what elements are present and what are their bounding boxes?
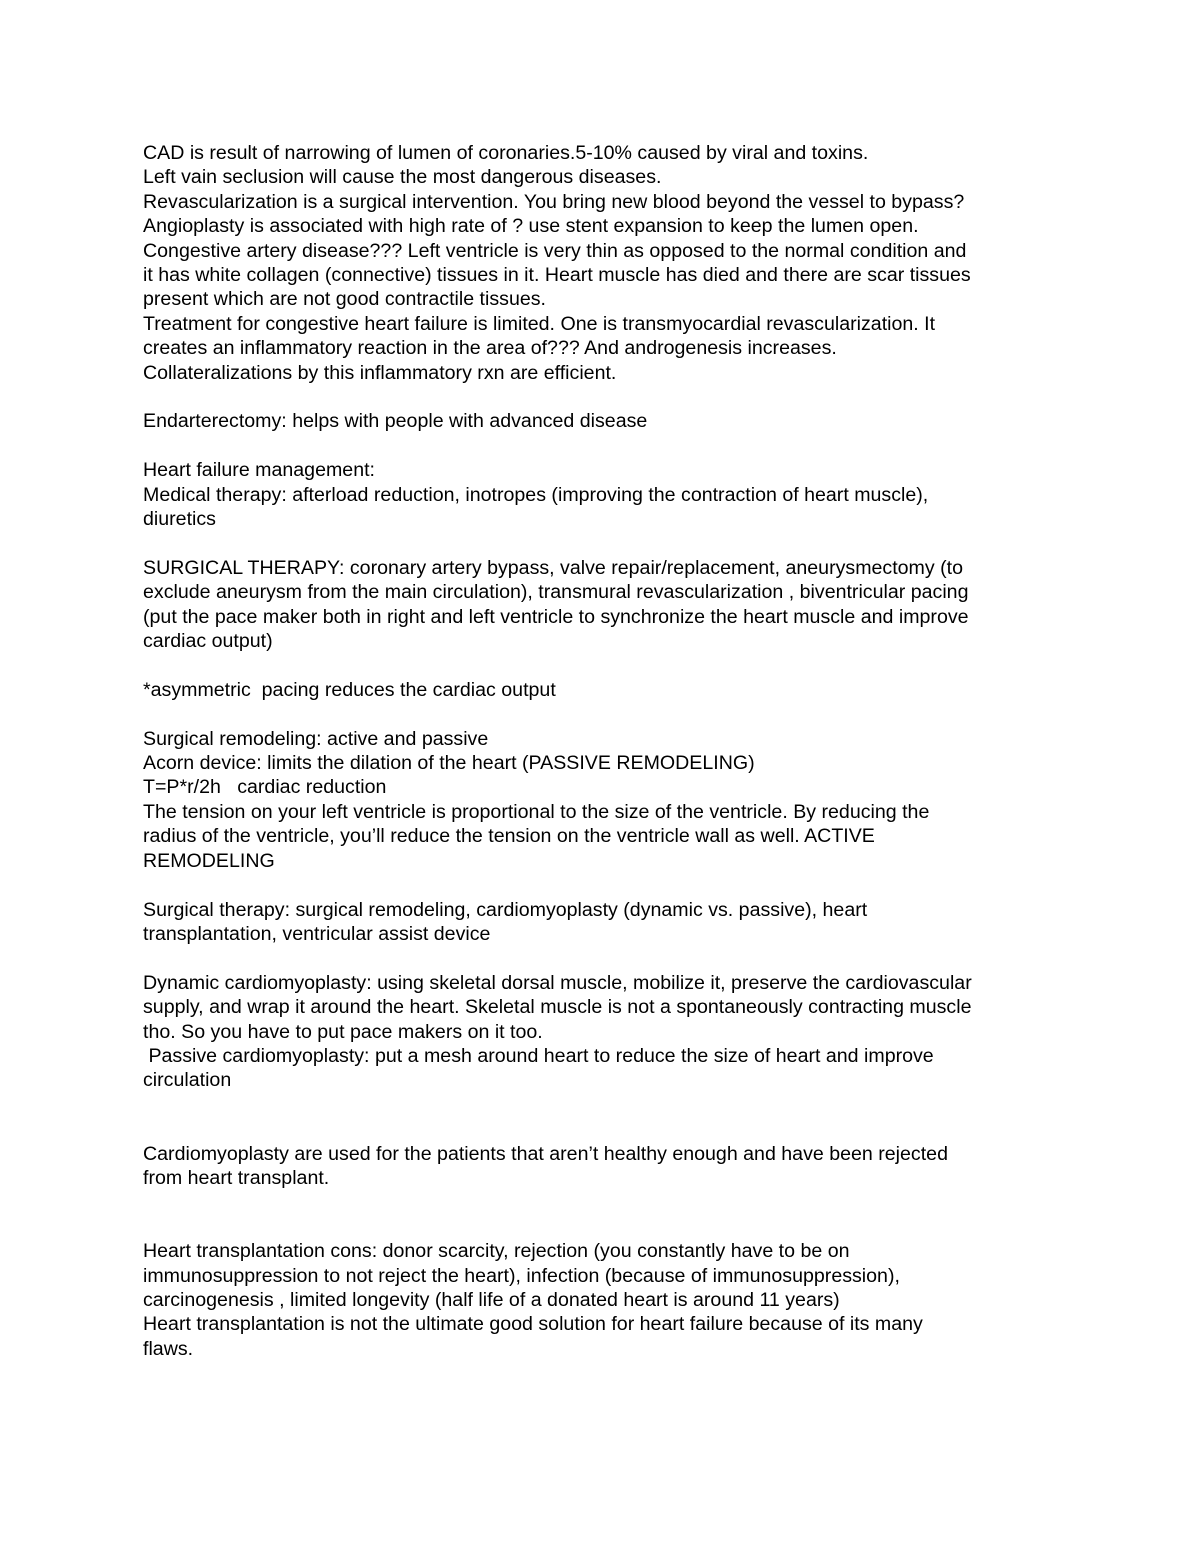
paragraph-spacer [143,873,1068,897]
text-line: REMODELING [143,849,275,872]
paragraph-spacer [143,653,1068,677]
text-line: Congestive artery disease??? Left ventricle is very thin as opposed to the normal condition and [143,239,967,262]
text-line: Angioplasty is associated with high rate of ? use stent expansion to keep the lumen open. [143,215,919,238]
paragraph-spacer [143,531,1068,555]
text-line: Surgical remodeling: active and passive [143,727,489,750]
text-line: supply, and wrap it around the heart. Skeletal muscle is not a spontaneously contracting muscle [143,996,972,1019]
text-line: Passive cardiomyoplasty: put a mesh around heart to reduce the size of heart and improve [143,1044,934,1067]
text-line: *asymmetric pacing reduces the cardiac output [143,678,556,701]
text-line: immunosuppression to not reject the heart), infection (because of immunosuppression), [143,1264,900,1287]
paragraph-spacer [143,434,1068,458]
text-line: from heart transplant. [143,1166,330,1189]
text-line: The tension on your left ventricle is proportional to the size of the ventricle. By reducing the [143,800,930,823]
text-line: Treatment for congestive heart failure is limited. One is transmyocardial revascularization. It [143,312,936,335]
text-line: present which are not good contractile tissues. [143,288,546,311]
text-line: radius of the ventricle, you’ll reduce the tension on the ventricle wall as well. ACTIVE [143,825,875,848]
paragraph-surgical-remodeling [143,727,1068,873]
text-line: carcinogenesis , limited longevity (half life of a donated heart is around 11 years) [143,1288,840,1311]
text-line: Left vain seclusion will cause the most dangerous diseases. [143,166,662,189]
text-line: tho. So you have to put pace makers on it too. [143,1020,543,1043]
text-line: Endarterectomy: helps with people with advanced disease [143,410,648,433]
text-line: (put the pace maker both in right and left ventricle to synchronize the heart muscle and improve [143,605,969,628]
paragraph-spacer [143,946,1068,970]
text-line: Heart transplantation is not the ultimate good solution for heart failure because of its many [143,1313,923,1336]
text-line: circulation [143,1069,232,1092]
text-line: Collateralizations by this inflammatory rxn are efficient. [143,361,617,384]
document-body [143,141,1068,1361]
text-line: CAD is result of narrowing of lumen of coronaries.5-10% caused by viral and toxins. [143,142,869,164]
text-line: Revascularization is a surgical intervention. You bring new blood beyond the vessel to bypass? [143,190,965,213]
text-line: Medical therapy: afterload reduction, inotropes (improving the contraction of heart muscle), [143,483,929,506]
text-line: Acorn device: limits the dilation of the heart (PASSIVE REMODELING) [143,752,755,775]
paragraph-spacer [143,1093,1068,1142]
paragraph-spacer [143,385,1068,409]
paragraph-spacer [143,1190,1068,1239]
text-line: Heart failure management: [143,459,375,482]
text-line: Dynamic cardiomyoplasty: using skeletal dorsal muscle, mobilize it, preserve the cardiovascular [143,971,972,994]
text-line: flaws. [143,1337,194,1360]
paragraph-cad [143,141,1068,385]
text-line: Heart transplantation cons: donor scarcity, rejection (you constantly have to be on [143,1240,850,1263]
paragraph-cardiomyoplasty-use [143,1142,1068,1191]
paragraph-asymmetric-pacing [143,678,1068,702]
paragraph-heart-transplantation [143,1239,1068,1361]
text-line: Surgical therapy: surgical remodeling, cardiomyoplasty (dynamic vs. passive), heart [143,898,868,921]
text-line: exclude aneurysm from the main circulation), transmural revascularization , biventricular pacing [143,581,969,604]
paragraph-heart-failure-management [143,458,1068,531]
text-line: diuretics [143,508,216,531]
text-line: SURGICAL THERAPY: coronary artery bypass, valve repair/replacement, aneurysmectomy (to [143,556,963,579]
text-line: T=P*r/2h cardiac reduction [143,776,387,799]
paragraph-spacer [143,702,1068,726]
text-line: transplantation, ventricular assist device [143,922,491,945]
paragraph-endarterectomy [143,409,1068,433]
paragraph-surgical-therapy-options [143,898,1068,947]
text-line: creates an inflammatory reaction in the area of??? And androgenesis increases. [143,337,837,360]
text-line: cardiac output) [143,630,273,653]
text-line: Cardiomyoplasty are used for the patients that aren’t healthy enough and have been rejected [143,1142,948,1165]
paragraph-surgical-therapy [143,556,1068,654]
text-line: it has white collagen (connective) tissues in it. Heart muscle has died and there are scar tissues [143,264,971,287]
paragraph-cardiomyoplasty [143,971,1068,1093]
